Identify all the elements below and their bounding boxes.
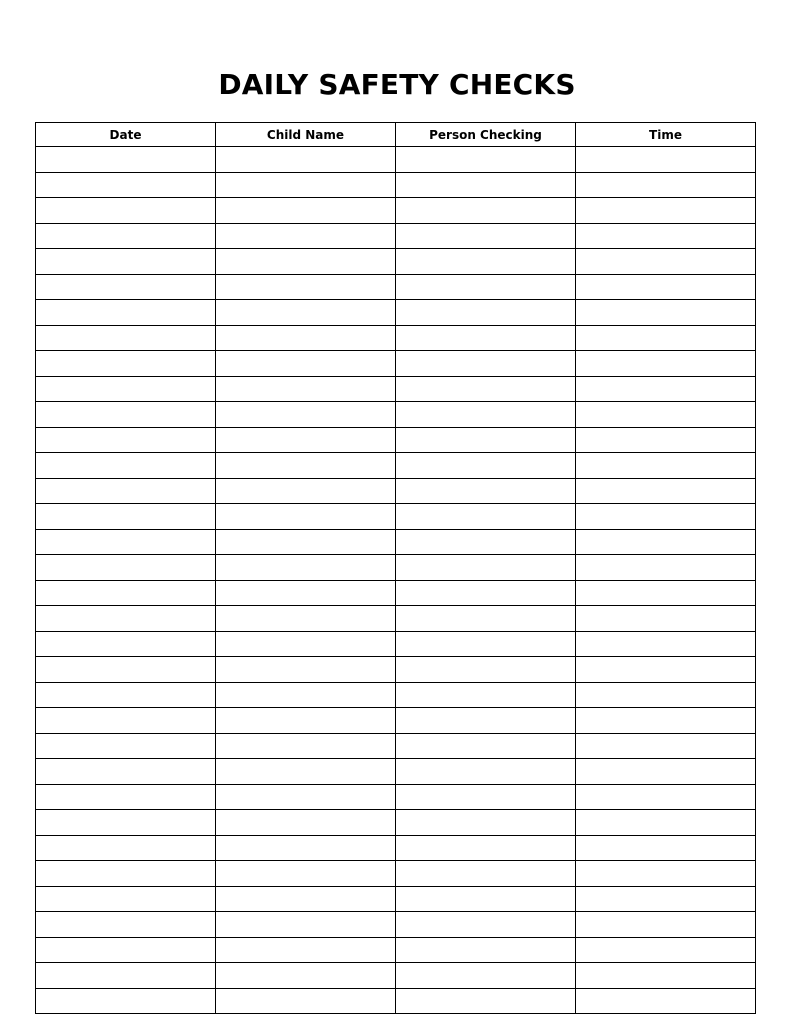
time-cell[interactable] [576, 861, 756, 887]
child-name-cell[interactable] [216, 988, 396, 1014]
child-name-cell[interactable] [216, 427, 396, 453]
time-cell[interactable] [576, 555, 756, 581]
date-cell[interactable] [36, 325, 216, 351]
date-cell[interactable] [36, 223, 216, 249]
time-cell[interactable] [576, 606, 756, 632]
date-cell[interactable] [36, 529, 216, 555]
child-name-cell[interactable] [216, 325, 396, 351]
table-row [36, 351, 756, 377]
date-cell[interactable] [36, 861, 216, 887]
table-row [36, 861, 756, 887]
table-row [36, 708, 756, 734]
table-row [36, 835, 756, 861]
time-cell[interactable] [576, 223, 756, 249]
person-checking-cell[interactable] [396, 810, 576, 836]
date-cell[interactable] [36, 963, 216, 989]
person-checking-cell[interactable] [396, 631, 576, 657]
time-cell[interactable] [576, 376, 756, 402]
child-name-cell[interactable] [216, 172, 396, 198]
child-name-cell[interactable] [216, 912, 396, 938]
date-cell[interactable] [36, 937, 216, 963]
table-row [36, 963, 756, 989]
date-cell[interactable] [36, 402, 216, 428]
person-checking-cell[interactable] [396, 402, 576, 428]
time-cell[interactable] [576, 198, 756, 224]
person-checking-cell[interactable] [396, 198, 576, 224]
time-cell[interactable] [576, 988, 756, 1014]
table-row [36, 478, 756, 504]
date-cell[interactable] [36, 606, 216, 632]
person-checking-cell[interactable] [396, 504, 576, 530]
date-cell[interactable] [36, 810, 216, 836]
person-checking-cell[interactable] [396, 861, 576, 887]
person-checking-cell[interactable] [396, 708, 576, 734]
table-row [36, 504, 756, 530]
child-name-cell[interactable] [216, 147, 396, 173]
table-row [36, 172, 756, 198]
time-cell[interactable] [576, 529, 756, 555]
person-checking-cell[interactable] [396, 453, 576, 479]
date-cell[interactable] [36, 504, 216, 530]
child-name-cell[interactable] [216, 198, 396, 224]
person-checking-cell[interactable] [396, 912, 576, 938]
child-name-cell[interactable] [216, 886, 396, 912]
child-name-cell[interactable] [216, 555, 396, 581]
person-checking-cell[interactable] [396, 172, 576, 198]
time-cell[interactable] [576, 249, 756, 275]
child-name-cell[interactable] [216, 478, 396, 504]
child-name-cell[interactable] [216, 657, 396, 683]
time-cell[interactable] [576, 708, 756, 734]
column-header-child-name: Child Name [216, 123, 396, 147]
date-cell[interactable] [36, 376, 216, 402]
person-checking-cell[interactable] [396, 300, 576, 326]
child-name-cell[interactable] [216, 784, 396, 810]
person-checking-cell[interactable] [396, 606, 576, 632]
person-checking-cell[interactable] [396, 249, 576, 275]
person-checking-cell[interactable] [396, 427, 576, 453]
date-cell[interactable] [36, 555, 216, 581]
time-cell[interactable] [576, 937, 756, 963]
time-cell[interactable] [576, 810, 756, 836]
child-name-cell[interactable] [216, 453, 396, 479]
table-row [36, 198, 756, 224]
child-name-cell[interactable] [216, 708, 396, 734]
child-name-cell[interactable] [216, 249, 396, 275]
child-name-cell[interactable] [216, 861, 396, 887]
time-cell[interactable] [576, 657, 756, 683]
time-cell[interactable] [576, 784, 756, 810]
child-name-cell[interactable] [216, 504, 396, 530]
table-row [36, 376, 756, 402]
column-header-time: Time [576, 123, 756, 147]
table-row [36, 759, 756, 785]
table-row [36, 325, 756, 351]
time-cell[interactable] [576, 886, 756, 912]
time-cell[interactable] [576, 733, 756, 759]
person-checking-cell[interactable] [396, 274, 576, 300]
table-row [36, 223, 756, 249]
date-cell[interactable] [36, 172, 216, 198]
person-checking-cell[interactable] [396, 147, 576, 173]
table-row [36, 912, 756, 938]
time-cell[interactable] [576, 147, 756, 173]
child-name-cell[interactable] [216, 300, 396, 326]
person-checking-cell[interactable] [396, 886, 576, 912]
child-name-cell[interactable] [216, 376, 396, 402]
child-name-cell[interactable] [216, 835, 396, 861]
time-cell[interactable] [576, 631, 756, 657]
child-name-cell[interactable] [216, 733, 396, 759]
safety-check-table [35, 122, 756, 1014]
child-name-cell[interactable] [216, 682, 396, 708]
date-cell[interactable] [36, 886, 216, 912]
header-row [36, 123, 756, 147]
time-cell[interactable] [576, 759, 756, 785]
date-cell[interactable] [36, 988, 216, 1014]
child-name-cell[interactable] [216, 402, 396, 428]
person-checking-cell[interactable] [396, 478, 576, 504]
person-checking-cell[interactable] [396, 223, 576, 249]
table-row [36, 402, 756, 428]
page-title: DAILY SAFETY CHECKS [218, 67, 576, 101]
person-checking-cell[interactable] [396, 682, 576, 708]
table-row [36, 784, 756, 810]
date-cell[interactable] [36, 300, 216, 326]
time-cell[interactable] [576, 682, 756, 708]
child-name-cell[interactable] [216, 274, 396, 300]
date-cell[interactable] [36, 198, 216, 224]
column-header-date: Date [36, 123, 216, 147]
person-checking-cell[interactable] [396, 988, 576, 1014]
table-row [36, 147, 756, 173]
table-row [36, 657, 756, 683]
table-row [36, 606, 756, 632]
column-header-person-checking: Person Checking [396, 123, 576, 147]
date-cell[interactable] [36, 682, 216, 708]
person-checking-cell[interactable] [396, 733, 576, 759]
date-cell[interactable] [36, 478, 216, 504]
table-row [36, 274, 756, 300]
person-checking-cell[interactable] [396, 529, 576, 555]
date-cell[interactable] [36, 733, 216, 759]
person-checking-cell[interactable] [396, 835, 576, 861]
child-name-cell[interactable] [216, 810, 396, 836]
date-cell[interactable] [36, 249, 216, 275]
table-body [36, 147, 756, 1014]
date-cell[interactable] [36, 784, 216, 810]
person-checking-cell[interactable] [396, 657, 576, 683]
table-row [36, 810, 756, 836]
table-row [36, 988, 756, 1014]
person-checking-cell[interactable] [396, 963, 576, 989]
date-cell[interactable] [36, 427, 216, 453]
time-cell[interactable] [576, 274, 756, 300]
time-cell[interactable] [576, 453, 756, 479]
child-name-cell[interactable] [216, 529, 396, 555]
person-checking-cell[interactable] [396, 580, 576, 606]
time-cell[interactable] [576, 172, 756, 198]
time-cell[interactable] [576, 325, 756, 351]
time-cell[interactable] [576, 300, 756, 326]
date-cell[interactable] [36, 453, 216, 479]
time-cell[interactable] [576, 963, 756, 989]
person-checking-cell[interactable] [396, 784, 576, 810]
table-row [36, 733, 756, 759]
table-row [36, 453, 756, 479]
date-cell[interactable] [36, 912, 216, 938]
date-cell[interactable] [36, 759, 216, 785]
time-cell[interactable] [576, 351, 756, 377]
table-row [36, 249, 756, 275]
person-checking-cell[interactable] [396, 759, 576, 785]
time-cell[interactable] [576, 427, 756, 453]
table-header [36, 123, 756, 147]
child-name-cell[interactable] [216, 759, 396, 785]
child-name-cell[interactable] [216, 631, 396, 657]
person-checking-cell[interactable] [396, 376, 576, 402]
child-name-cell[interactable] [216, 223, 396, 249]
date-cell[interactable] [36, 274, 216, 300]
table-row [36, 937, 756, 963]
time-cell[interactable] [576, 835, 756, 861]
person-checking-cell[interactable] [396, 937, 576, 963]
table-row [36, 682, 756, 708]
person-checking-cell[interactable] [396, 325, 576, 351]
child-name-cell[interactable] [216, 580, 396, 606]
date-cell[interactable] [36, 835, 216, 861]
time-cell[interactable] [576, 912, 756, 938]
time-cell[interactable] [576, 580, 756, 606]
table-row [36, 631, 756, 657]
date-cell[interactable] [36, 657, 216, 683]
date-cell[interactable] [36, 631, 216, 657]
table-row [36, 529, 756, 555]
time-cell[interactable] [576, 504, 756, 530]
table-row [36, 300, 756, 326]
table-row [36, 427, 756, 453]
child-name-cell[interactable] [216, 606, 396, 632]
person-checking-cell[interactable] [396, 555, 576, 581]
date-cell[interactable] [36, 708, 216, 734]
child-name-cell[interactable] [216, 351, 396, 377]
table-row [36, 580, 756, 606]
person-checking-cell[interactable] [396, 351, 576, 377]
time-cell[interactable] [576, 402, 756, 428]
child-name-cell[interactable] [216, 937, 396, 963]
child-name-cell[interactable] [216, 963, 396, 989]
table-row [36, 555, 756, 581]
date-cell[interactable] [36, 351, 216, 377]
date-cell[interactable] [36, 580, 216, 606]
date-cell[interactable] [36, 147, 216, 173]
time-cell[interactable] [576, 478, 756, 504]
table-row [36, 886, 756, 912]
